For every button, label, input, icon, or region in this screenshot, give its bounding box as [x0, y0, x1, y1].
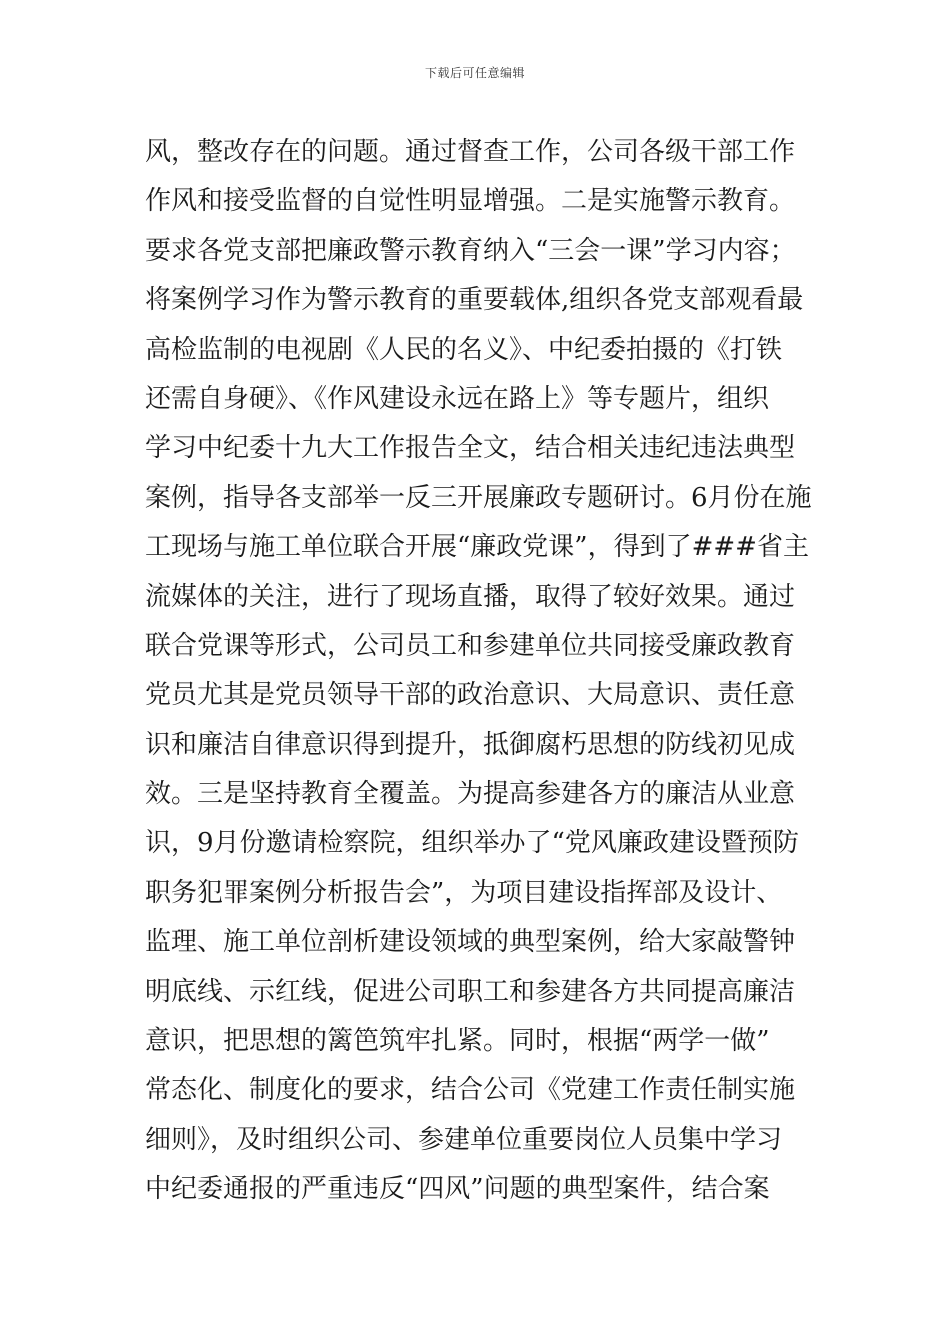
text-line: 作风和接受监督的自觉性明显增强。二是实施警示教育。 [145, 186, 796, 217]
text-line: 常态化、制度化的要求，结合公司《党建工作责任制实施 [145, 1075, 796, 1106]
text-line: 将案例学习作为警示教育的重要载体,组织各党支部观看最 [145, 285, 804, 316]
text-line: 工现场与施工单位联合开展“廉政党课”，得到了###省主 [145, 532, 809, 563]
page-header: 下载后可任意编辑 [424, 66, 525, 80]
text-line: 高检监制的电视剧《人民的名义》、中纪委拍摄的《打铁 [145, 334, 783, 365]
text-line: 联合党课等形式，公司员工和参建单位共同接受廉政教育 [145, 630, 796, 661]
text-line: 效。三是坚持教育全覆盖。为提高参建各方的廉洁从业意 [145, 779, 796, 810]
text-line: 学习中纪委十九大工作报告全文，结合相关违纪违法典型 [145, 433, 796, 464]
text-line: 职务犯罪案例分析报告会”，为项目建设指挥部及设计、 [145, 877, 783, 908]
text-line: 监理、施工单位剖析建设领域的典型案例，给大家敲警钟 [145, 927, 796, 958]
text-line: 还需自身硬》、《作风建设永远在路上》等专题片，组织 [145, 383, 770, 414]
text-line: 中纪委通报的严重违反“四风”问题的典型案件，结合案 [145, 1174, 770, 1205]
text-line: 细则》，及时组织公司、参建单位重要岗位人员集中学习 [145, 1124, 783, 1155]
text-line: 案例，指导各支部举一反三开展廉政专题研讨。6月份在施 [145, 482, 812, 513]
text-line: 要求各党支部把廉政警示教育纳入“三会一课”学习内容； [145, 235, 796, 266]
text-line: 流媒体的关注，进行了现场直播，取得了较好效果。通过 [145, 581, 796, 612]
text-line: 识，9月份邀请检察院，组织举办了“党风廉政建设暨预防 [145, 828, 799, 859]
body-text [145, 128, 825, 1215]
text-line: 明底线、示红线，促进公司职工和参建各方共同提高廉洁 [145, 976, 796, 1007]
text-line: 识和廉洁自律意识得到提升，抵御腐朽思想的防线初见成 [145, 729, 796, 760]
text-line: 意识，把思想的篱笆筑牢扎紧。同时，根据“两学一做” [145, 1026, 770, 1057]
text-line: 党员尤其是党员领导干部的政治意识、大局意识、责任意 [145, 680, 796, 711]
text-line: 风，整改存在的问题。通过督查工作，公司各级干部工作 [145, 137, 796, 167]
